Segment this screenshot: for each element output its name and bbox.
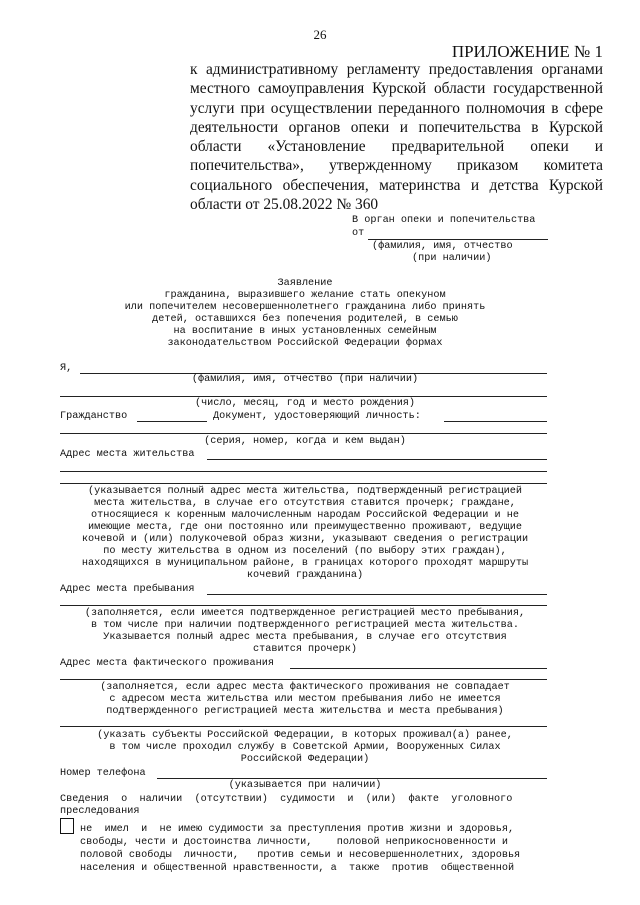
- phone-hint: (указывается при наличии): [228, 780, 382, 791]
- statement-line: на воспитание в иных установленных семейным: [173, 326, 437, 337]
- phone-label: Номер телефона: [60, 768, 146, 779]
- residence-hint-line: находящихся в муниципальном районе, в границах которого проходят маршруты: [81, 558, 529, 569]
- residence-hint-line: кочевой и (или) полукочевой образ жизни, указывают сведения о регистрации: [81, 534, 529, 545]
- phone-line[interactable]: [157, 778, 547, 779]
- statement-line: детей, оставшихся без попечения родителей, в семью: [152, 314, 458, 325]
- subjects-hint-line: (указать субъекты Российской Федерации, в которых проживал(а) ранее,: [97, 730, 513, 741]
- option-text-line: населения и общественной нравственности, а также против общественной: [80, 863, 515, 874]
- birth-line[interactable]: [60, 396, 547, 397]
- statement-line: или попечителем несовершеннолетнего гражданина либо принять: [124, 302, 486, 313]
- actual-residence-line[interactable]: [290, 668, 547, 669]
- residence-label: Адрес места жительства: [60, 449, 195, 460]
- document-hint: (серия, номер, когда и кем выдан): [204, 436, 406, 447]
- appendix-line: местного самоуправления Курской области государственной: [190, 80, 603, 98]
- appendix-line: области «Установление предварительной опеки и: [190, 138, 603, 156]
- criminal-record-text: преследования: [60, 806, 140, 817]
- residence-hint-line: по месту жительства в одном из поселений (по выбору этих граждан),: [103, 546, 507, 557]
- option-text-line: свободы, чести и достоинства личности, половой неприкосновенности и: [80, 837, 508, 848]
- citizenship-label: Гражданство: [60, 411, 128, 422]
- stay-label: Адрес места пребывания: [60, 584, 195, 595]
- residence-hint-line: места жительства, в случае его отсутствия ставится прочерк; граждане,: [94, 498, 516, 509]
- stay-hint-line: ставится прочерк): [253, 644, 357, 655]
- addressee-to: В орган опеки и попечительства: [352, 215, 536, 226]
- stay-hint-line: Указывается полный адрес места пребывания, в случае его отсутствия: [103, 632, 507, 643]
- appendix-reference: [190, 60, 603, 214]
- criminal-record-text: Сведения о наличии (отсутствии) судимости и (или) факте уголовного: [60, 794, 513, 805]
- stay-line-2[interactable]: [60, 605, 547, 606]
- addressee-name-line[interactable]: [368, 239, 548, 240]
- document-line[interactable]: [444, 421, 547, 422]
- actual-residence-line-2[interactable]: [60, 679, 547, 680]
- residence-line[interactable]: [207, 459, 547, 460]
- appendix-line: попечительства», утвержденному приказом комитета: [190, 157, 603, 175]
- addressee-from-label: от: [352, 228, 365, 239]
- addressee-hint: (при наличии): [412, 253, 492, 264]
- appendix-line: социального обеспечения, материнства и детства Курской: [190, 176, 603, 194]
- citizenship-line[interactable]: [137, 421, 207, 422]
- actual-residence-hint-line: с адресом места жительства или местом пребывания либо не имеется: [109, 694, 501, 705]
- birth-hint: (число, месяц, год и место рождения): [194, 398, 416, 409]
- fio-hint: (фамилия, имя, отчество (при наличии): [191, 374, 419, 385]
- subjects-hint-line: Российской Федерации): [240, 754, 370, 765]
- statement-line: гражданина, выразившего желание стать опекуном: [164, 290, 446, 301]
- residence-hint-line: (указывается полный адрес места жительства, подтвержденный регистрацией: [87, 486, 523, 497]
- addressee-hint: (фамилия, имя, отчество: [372, 241, 513, 252]
- residence-line-3[interactable]: [60, 483, 547, 484]
- appendix-line: к административному регламенту предоставления органами: [190, 61, 603, 78]
- actual-residence-label: Адрес места фактического проживания: [60, 658, 274, 669]
- residence-hint-line: относящиеся к коренным малочисленным народам Российской Федерации и не: [91, 510, 519, 521]
- option-text-line: не имел и не имею судимости за преступления против жизни и здоровья,: [80, 824, 515, 835]
- residence-hint-line: имеющие места, где они постоянно или преимущественно проживают, ведущие: [87, 522, 523, 533]
- residence-line-2[interactable]: [60, 471, 547, 472]
- option-text-line: половой свободы личности, против семьи и несовершеннолетних, здоровья: [80, 850, 521, 861]
- appendix-line: услуги при осуществлении переданного полномочия в сфере: [190, 99, 603, 117]
- statement-line: законодательством Российской Федерации формах: [167, 338, 443, 349]
- residence-hint-line: кочевий гражданина): [246, 570, 364, 581]
- document-label: Документ, удостоверяющий личность:: [213, 411, 421, 422]
- document-line-2[interactable]: [60, 433, 547, 434]
- page-number: 26: [313, 27, 327, 42]
- stay-hint-line: (заполняется, если имеется подтвержденное регистрацией место пребывания,: [84, 608, 526, 619]
- actual-residence-hint-line: подтвержденного регистрацией места жительства и места пребывания): [106, 706, 504, 717]
- appendix-title: ПРИЛОЖЕНИЕ № 1: [451, 42, 603, 61]
- stay-line[interactable]: [207, 594, 547, 595]
- subjects-hint-line: в том числе проходил службу в Советской Армии, Вооруженных Силах: [109, 742, 501, 753]
- subjects-line[interactable]: [60, 726, 547, 727]
- actual-residence-hint-line: (заполняется, если адрес места фактического проживания не совпадает: [100, 682, 510, 693]
- appendix-line: области от 25.08.2022 № 360: [190, 196, 379, 214]
- i-label: Я,: [60, 363, 73, 374]
- no-criminal-record-checkbox[interactable]: [60, 818, 74, 834]
- stay-hint-line: в том числе при наличии подтвержденного регистрацией места жительства.: [91, 620, 519, 631]
- statement-title: Заявление: [277, 278, 333, 289]
- appendix-line: деятельности органов опеки и попечительства в Курской: [190, 118, 603, 136]
